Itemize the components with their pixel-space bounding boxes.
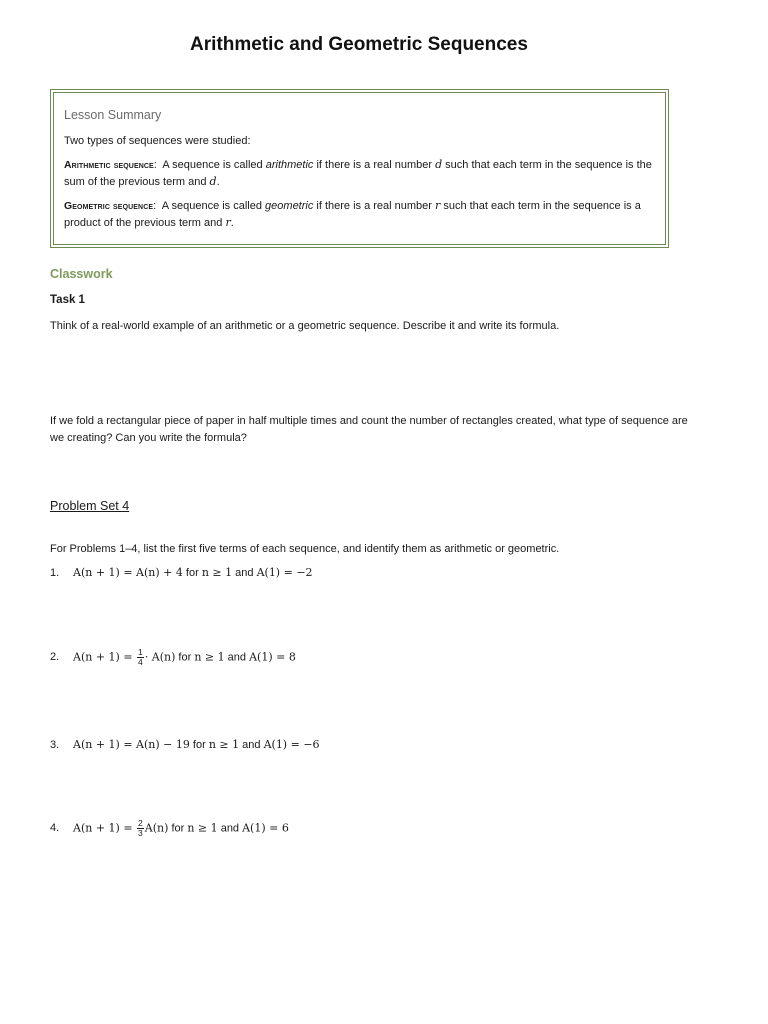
- problem-2: [50, 648, 296, 667]
- problem-condition: n ≥ 1: [208, 738, 240, 751]
- for-word: for: [189, 739, 209, 751]
- task-prompt: Think of a real-world example of an arithmetic or a geometric sequence. Describe it and write its formula.: [50, 320, 560, 332]
- problem-number: 3.: [50, 739, 60, 751]
- task-title: Task 1: [50, 294, 85, 306]
- problem-equation-lhs: A(n + 1) =: [73, 821, 137, 835]
- geometric-end: .: [230, 216, 234, 229]
- lesson-summary-inner: [53, 92, 666, 245]
- arithmetic-var-d: d: [435, 158, 443, 171]
- for-word: for: [168, 822, 188, 835]
- summary-intro: Two types of sequences were studied:: [64, 134, 251, 147]
- geometric-var-r-2: r: [225, 215, 231, 229]
- geometric-colon: :: [153, 200, 157, 212]
- problem-3: [50, 738, 320, 751]
- problem-initial: A(1) = −2: [256, 566, 313, 579]
- fraction: [137, 819, 144, 838]
- problem-number: 2.: [50, 651, 60, 664]
- arithmetic-text-c: such that each term in the sequence is the sum of the previous term and: [64, 159, 652, 188]
- for-word: for: [182, 567, 202, 579]
- problem-equation: A(n + 1) = A(n) − 19: [73, 738, 190, 751]
- geometric-var-r: r: [435, 199, 441, 212]
- classwork-heading: Classwork: [50, 267, 113, 281]
- fraction: [137, 648, 144, 667]
- problem-4: [50, 819, 289, 838]
- problem-set-instructions: For Problems 1–4, list the first five terms of each sequence, and identify them as arithmetic or geometric.: [50, 543, 560, 555]
- problem-initial: A(1) = −6: [263, 738, 320, 751]
- geometric-text-c: such that each term in the sequence is a product of the previous term and: [64, 200, 641, 229]
- lesson-summary-heading: Lesson Summary: [64, 108, 162, 122]
- fraction-numerator: 1: [138, 647, 143, 657]
- geometric-text-a: A sequence is called: [156, 200, 266, 212]
- problem-1: [50, 566, 313, 579]
- paper-fold-question: If we fold a rectangular piece of paper in half multiple times and count the number of rectangles created, what type of sequence are we creating? Can you write the formula?: [50, 415, 688, 444]
- geometric-text-b: if there is a real number: [313, 200, 436, 212]
- fraction-numerator: 2: [138, 818, 143, 828]
- for-word: for: [175, 651, 195, 664]
- fraction-denominator: 4: [138, 657, 143, 667]
- arithmetic-term-label: Arithmetic sequence: [64, 159, 154, 171]
- and-word: and: [239, 739, 264, 751]
- problem-set-heading: Problem Set 4: [50, 499, 130, 513]
- problem-initial: A(1) = 8: [249, 650, 296, 664]
- problem-number: 4.: [50, 822, 60, 835]
- arithmetic-end: .: [216, 175, 220, 188]
- problem-number: 1.: [50, 567, 60, 579]
- problem-initial: A(1) = 6: [242, 821, 289, 835]
- page-title: Arithmetic and Geometric Sequences: [190, 34, 528, 55]
- arithmetic-var-d-2: d: [209, 174, 217, 188]
- arithmetic-text-a: A sequence is called: [156, 159, 266, 171]
- geometric-emphasis: geometric: [265, 200, 314, 212]
- arithmetic-text-b: if there is a real number: [313, 159, 436, 171]
- problem-condition: n ≥ 1: [201, 566, 233, 579]
- problem-equation-rhs: · A(n): [144, 650, 176, 664]
- arithmetic-colon: :: [153, 159, 157, 171]
- and-word: and: [217, 822, 243, 835]
- problem-equation-rhs: A(n): [144, 821, 169, 835]
- lesson-summary-box: [50, 89, 669, 248]
- arithmetic-definition: [64, 157, 655, 190]
- problem-equation-lhs: A(n + 1) =: [73, 650, 137, 664]
- geometric-term-label: Geometric sequence: [64, 200, 154, 212]
- problem-condition: n ≥ 1: [194, 650, 225, 664]
- and-word: and: [232, 567, 257, 579]
- problem-equation: A(n + 1) = A(n) + 4: [73, 566, 183, 579]
- and-word: and: [224, 651, 250, 664]
- fraction-denominator: 3: [138, 828, 143, 838]
- arithmetic-emphasis: arithmetic: [265, 159, 314, 171]
- geometric-definition: [64, 198, 655, 231]
- problem-condition: n ≥ 1: [187, 821, 218, 835]
